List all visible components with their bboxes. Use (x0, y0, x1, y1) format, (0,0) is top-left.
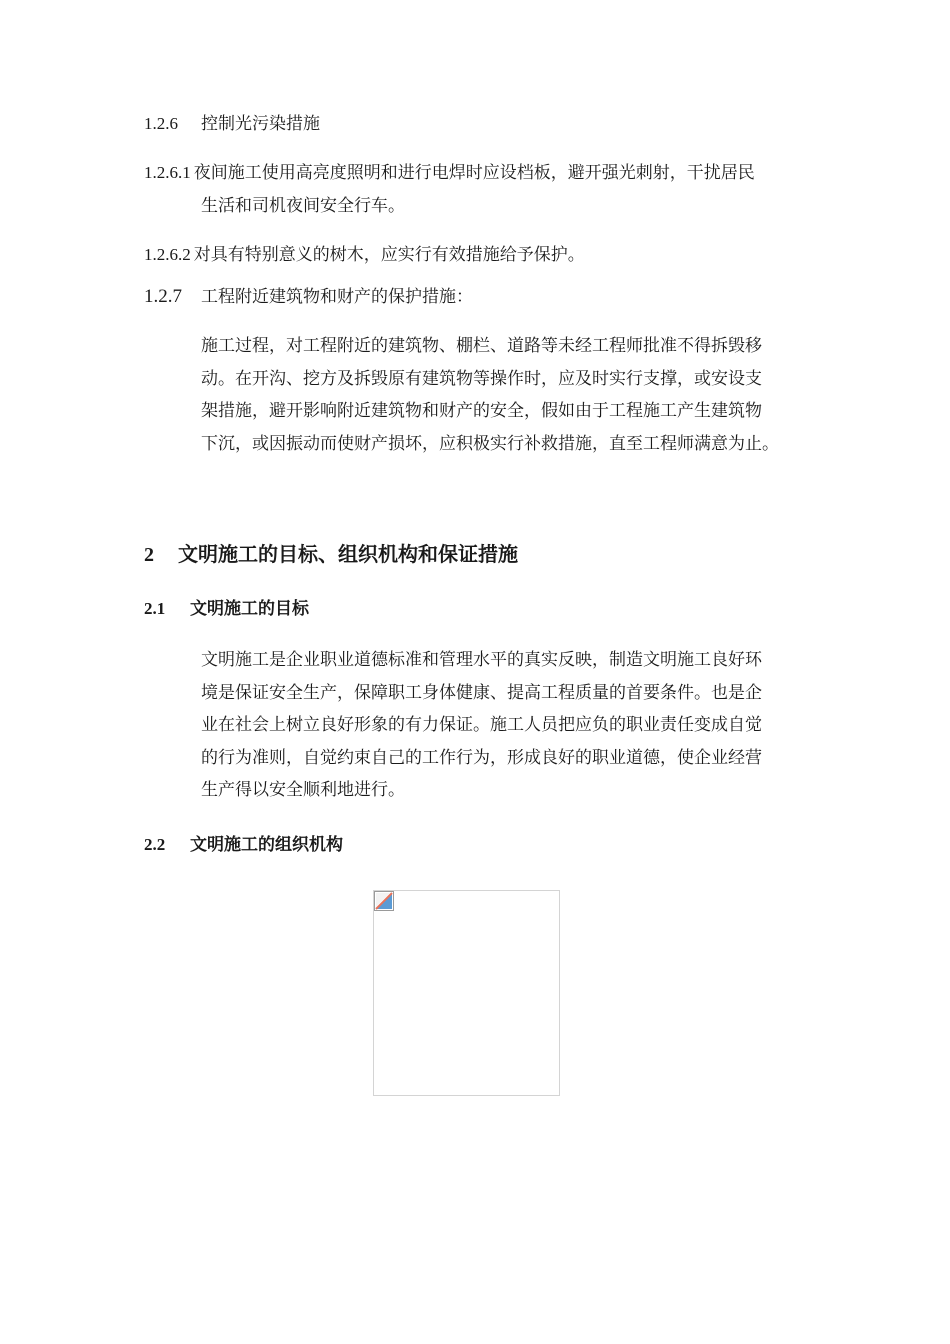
heading-2-1 (144, 598, 309, 620)
paragraph-line: 业在社会上树立良好形象的有力保证。施工人员把应负的职业责任变成自觉 (201, 715, 762, 735)
item-text: 对具有特别意义的树木，应实行有效措施给予保护。 (193, 245, 585, 265)
paragraph-line: 文明施工是企业职业道德标准和管理水平的真实反映，制造文明施工良好环 (201, 650, 762, 670)
org-chart-image-placeholder (373, 890, 560, 1096)
paragraph-line: 下沉，或因振动而使财产损坏，应积极实行补救措施，直至工程师满意为止。 (201, 433, 779, 454)
section-title: 文明施工的组织机构 (190, 835, 343, 855)
item-text-line-1: 夜间施工使用高亮度照明和进行电焊时应设档板，避开强光刺射，干扰居民 (193, 163, 755, 183)
paragraph-line: 架措施，避开影响附近建筑物和财产的安全，假如由于工程施工产生建筑物 (201, 401, 762, 421)
section-number: 2 (144, 544, 154, 566)
section-title: 文明施工的目标、组织机构和保证措施 (178, 542, 518, 566)
item-1-2-6-2 (144, 244, 585, 266)
section-number: 1.2.7 (144, 286, 182, 307)
paragraph-line: 生产得以安全顺利地进行。 (201, 780, 405, 800)
item-1-2-6-1 (144, 162, 755, 184)
heading-2-2 (144, 834, 343, 856)
paragraph-line: 动。在开沟、挖方及拆毁原有建筑物等操作时，应及时实行支撑，或安设支 (201, 368, 762, 389)
section-number: 2.2 (144, 835, 166, 854)
section-title: 控制光污染措施 (201, 114, 320, 134)
paragraph-line: 的行为准则，自觉约束自己的工作行为，形成良好的职业道德，使企业经营 (201, 747, 762, 768)
section-title: 工程附近建筑物和财产的保护措施： (201, 287, 473, 307)
section-number: 1.2.6 (144, 114, 178, 133)
paragraph-1-2-7 (201, 330, 861, 460)
heading-2 (144, 541, 518, 568)
item-text-line-2: 生活和司机夜间安全行车。 (201, 196, 405, 216)
section-title: 文明施工的目标 (190, 599, 309, 619)
paragraph-line: 施工过程，对工程附近的建筑物、棚栏、道路等未经工程师批准不得拆毁移 (201, 336, 762, 356)
item-1-2-6-1-continuation (201, 195, 405, 217)
section-number: 2.1 (144, 599, 166, 618)
item-number: 1.2.6.2 (144, 245, 191, 264)
broken-image-icon (374, 891, 394, 911)
paragraph-2-1 (201, 644, 861, 807)
item-number: 1.2.6.1 (144, 163, 191, 182)
heading-1-2-6 (144, 113, 320, 135)
paragraph-line: 境是保证安全生产，保障职工身体健康、提高工程质量的首要条件。也是企 (201, 682, 762, 703)
heading-1-2-7 (144, 286, 473, 308)
